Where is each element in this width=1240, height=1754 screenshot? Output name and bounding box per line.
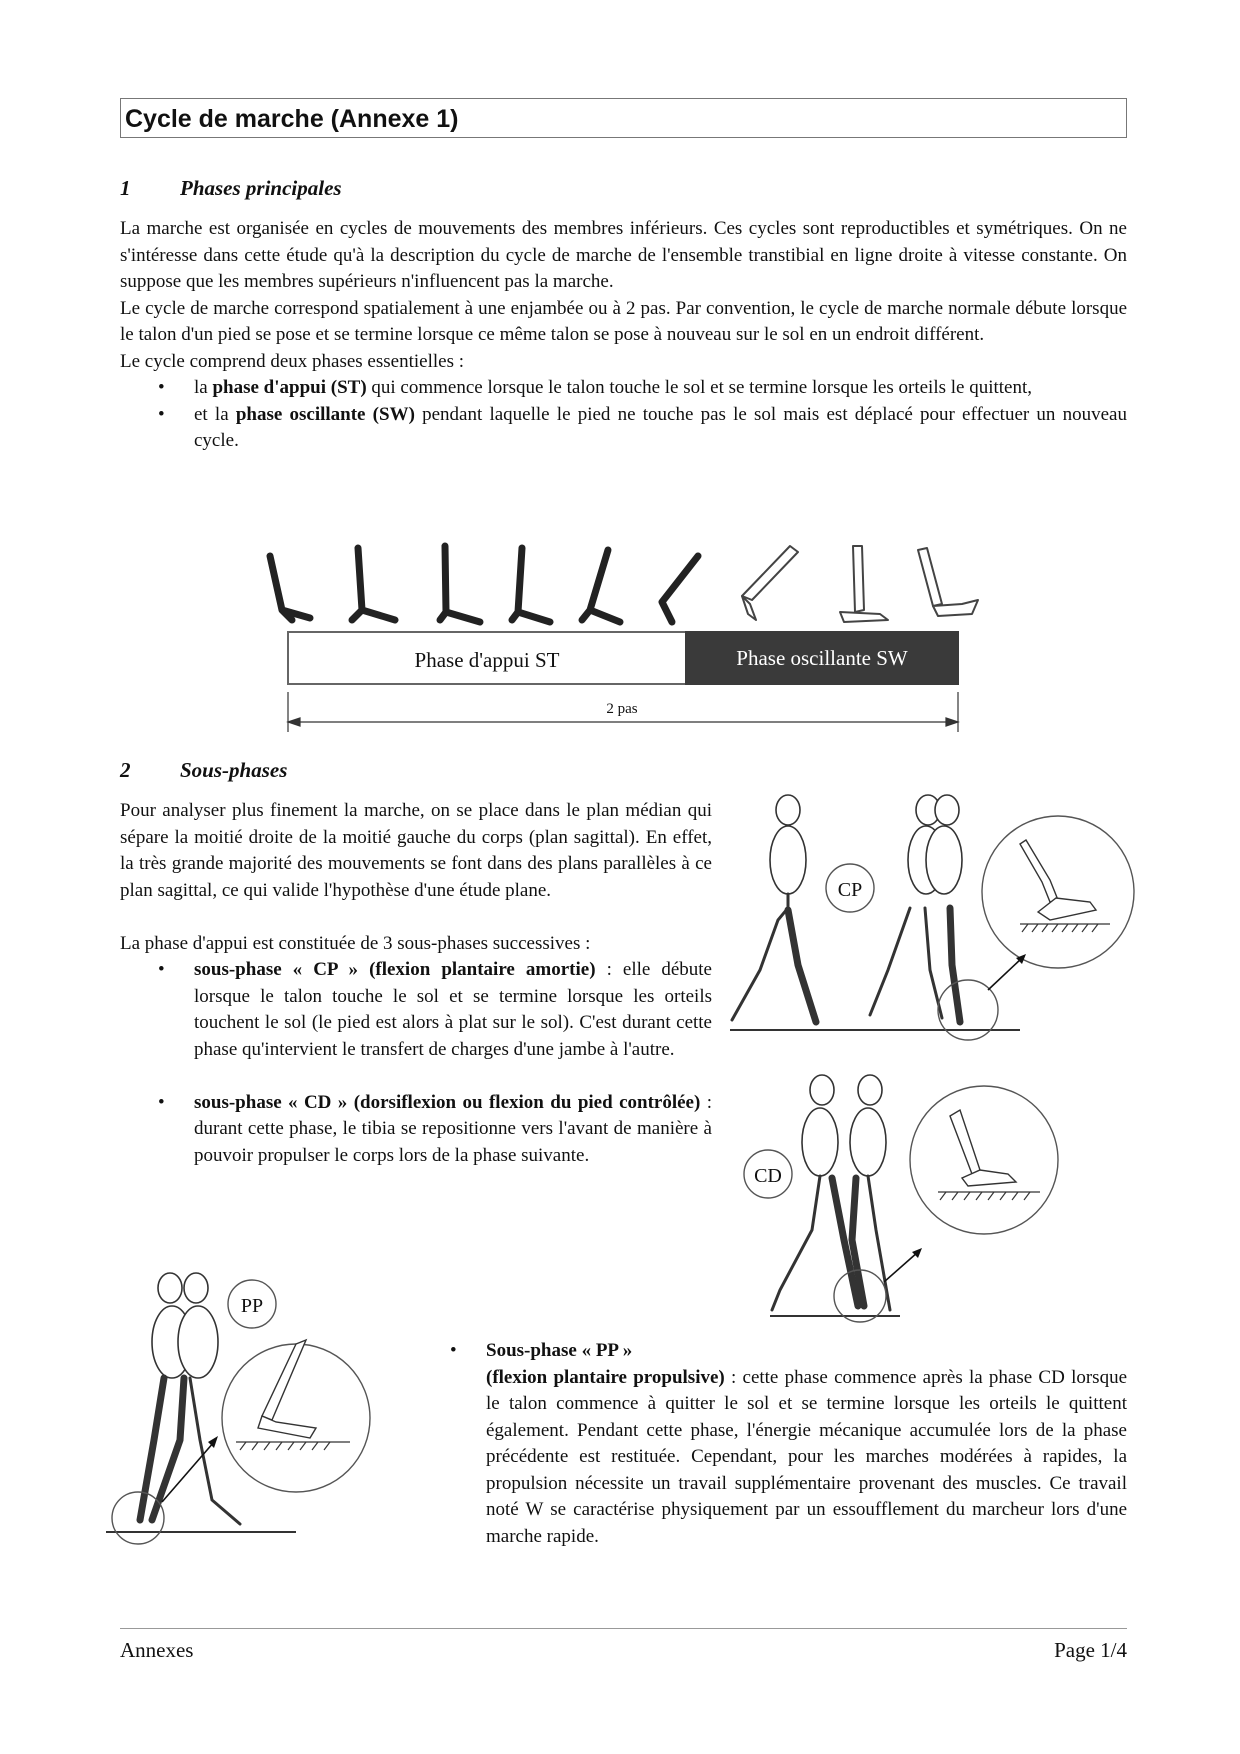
section-1-number: 1 <box>120 176 131 200</box>
section-1-paragraph-2: Le cycle de marche correspond spatialement à une enjambée ou à 2 pas. Par convention, le cycle de marche normale débute lorsque le talon d'un pied se pose et se termine lorsque ce même talon se pose à nouveau sur le sol en un endroit différent. <box>120 297 1127 345</box>
footer-divider <box>120 1628 1127 1629</box>
cd-illustration <box>740 1070 1070 1320</box>
footer-page-number: Page 1/4 <box>1054 1638 1127 1662</box>
bullet-sous-phase-cp: • sous-phase « CP » (flexion plantaire amortie) : elle débute lorsque le talon touche le sol et se termine lorsque les orteils touchent le sol (le pied est alors à plat sur le sol). C'est durant cette phase qu'intervient le transfert de charges d'une jambe à l'autre. <box>120 957 712 1063</box>
stance-legs <box>270 546 698 622</box>
section-2-body <box>120 798 712 1169</box>
bullet-sous-phase-pp: • Sous-phase « PP » (flexion plantaire propulsive) : cette phase commence après la phase CD lorsque le talon commence à quitter le sol et se termine lorsque les orteils le quittent également. Pendant cette phase, l'énergie mécanique accumulée lors de la phase précédente est restituée. Cependant, pour les marches modérées à rapides, la propulsion nécessite un travail supplémentaire provenant des muscles. Ce travail noté W se caractérise physiquement par un essoufflement du marcheur lors d'une marche rapide. <box>412 1338 1127 1550</box>
page-title: Cycle de marche (Annexe 1) <box>120 98 1127 138</box>
footer-left: Annexes <box>120 1638 194 1662</box>
bullet-sous-phase-cd: • sous-phase « CD » (dorsiflexion ou flexion du pied contrôlée) : durant cette phase, le tibia se repositionne vers l'avant de manière à pouvoir propulser le corps lors de la phase suivante. <box>120 1090 712 1170</box>
bullet-phase-oscillante: • et la phase oscillante (SW) pendant laquelle le pied ne touche pas le sol mais est déplacé pour effectuer un nouveau cycle. <box>120 402 1127 455</box>
section-1-title: Phases principales <box>180 176 342 200</box>
cp-illustration <box>720 790 1130 1050</box>
section-1-paragraph-1: La marche est organisée en cycles de mouvements des membres inférieurs. Ces cycles sont reproductibles et symétriques. On ne s'intéresse dans cette étude qu'à la description du cycle de marche de l'ensemble transtibial en ligne droite à vitesse constante. On suppose que les membres supérieurs n'influencent pas la marche. <box>120 218 1127 292</box>
phase-oscillante-label: Phase oscillante SW <box>736 646 908 670</box>
section-2-title: Sous-phases <box>180 758 288 782</box>
section-2-number: 2 <box>120 758 131 782</box>
cp-label: CP <box>837 879 863 901</box>
pp-illustration <box>100 1270 400 1560</box>
swing-legs <box>742 546 978 622</box>
dimension-label: 2 pas <box>606 701 638 717</box>
section-1-paragraph-3: Le cycle comprend deux phases essentielles : <box>120 350 464 372</box>
pp-block <box>412 1338 1127 1550</box>
section-2-heading <box>120 758 287 783</box>
section-2-paragraph-1: Pour analyser plus finement la marche, on se place dans le plan médian qui sépare la moitié droite de la moitié gauche du corps (plan sagittal). En effet, la très grande majorité des mouvements se font dans des plans parallèles à ce plan sagittal, ce qui valide l'hypothèse d'une étude plane. <box>120 800 712 901</box>
section-2-paragraph-2: La phase d'appui est constituée de 3 sous-phases successives : <box>120 932 591 954</box>
cd-label: CD <box>754 1165 782 1187</box>
phase-appui-label: Phase d'appui ST <box>414 648 560 672</box>
bullet-phase-appui: • la phase d'appui (ST) qui commence lorsque le talon touche le sol et se termine lorsque les orteils le quittent, <box>120 375 1127 402</box>
gait-cycle-figure <box>0 0 1240 760</box>
pp-label: PP <box>240 1295 264 1317</box>
